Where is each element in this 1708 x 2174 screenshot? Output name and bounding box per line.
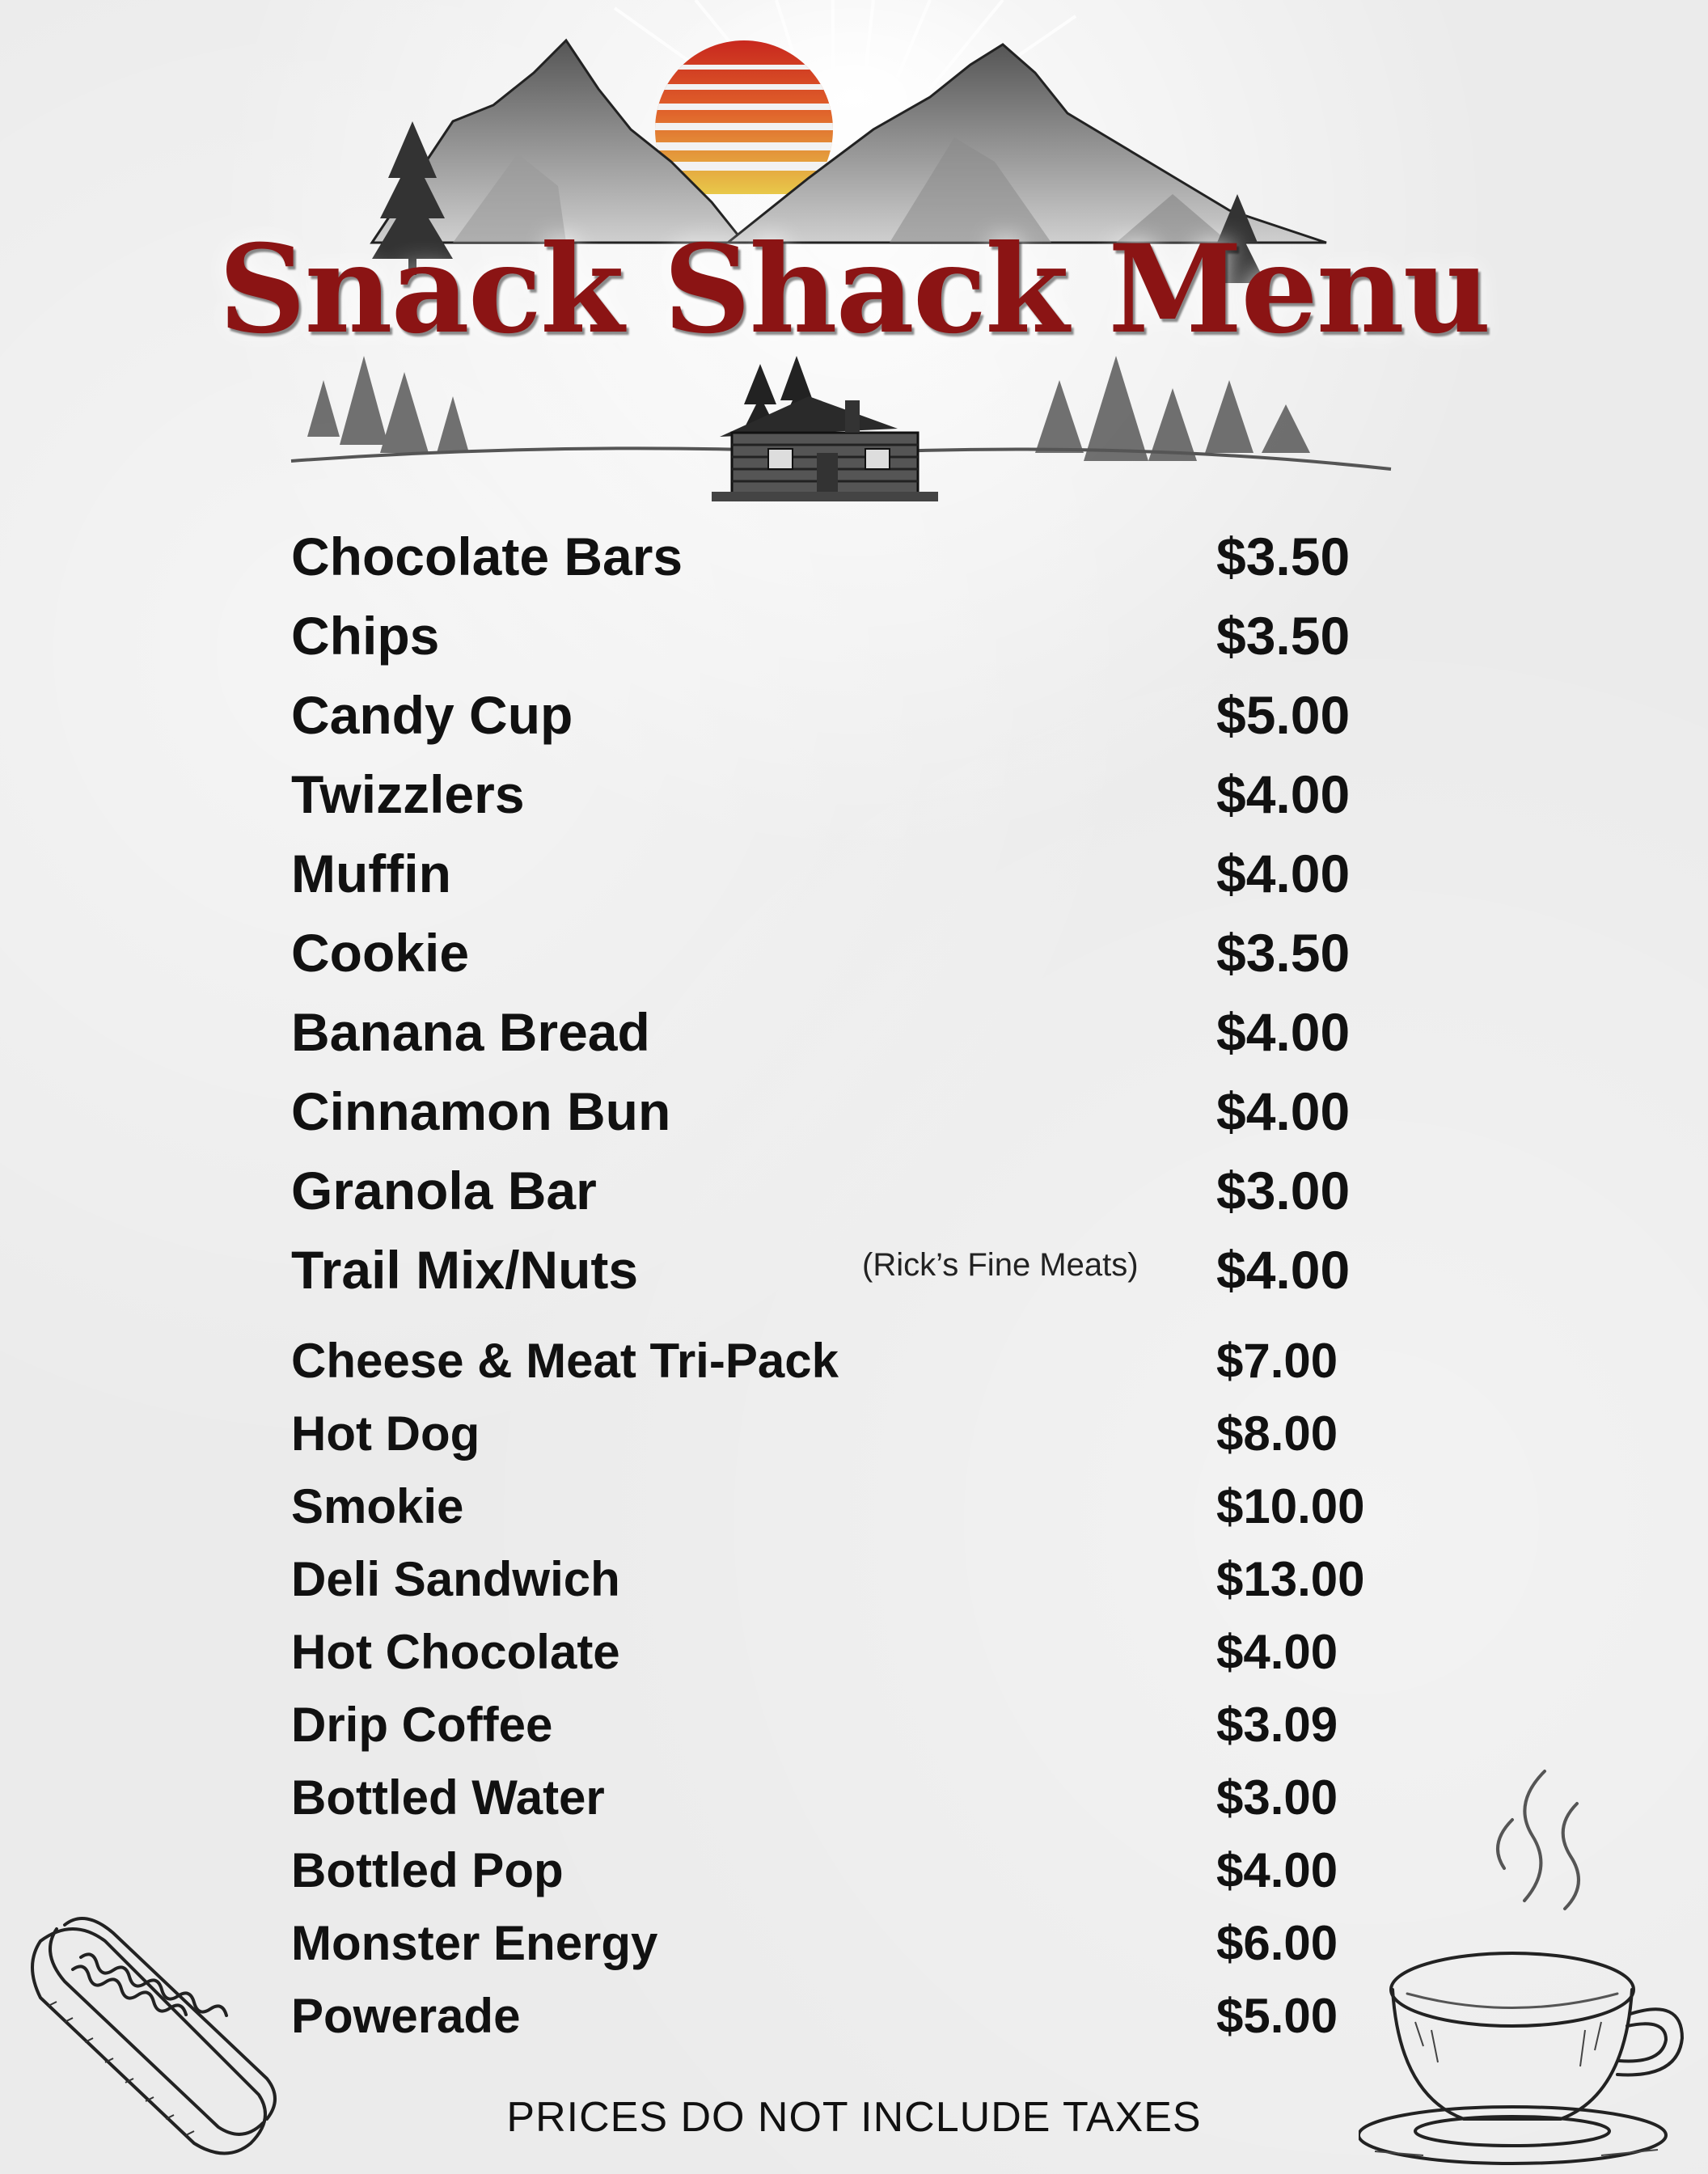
item-price: $4.00 xyxy=(1216,1002,1351,1062)
item-name: Deli Sandwich xyxy=(291,1552,620,1606)
item-price: $3.09 xyxy=(1216,1698,1338,1752)
item-name: Twizzlers xyxy=(291,764,525,824)
item-name: Smokie xyxy=(291,1479,464,1533)
item-price: $3.50 xyxy=(1216,923,1351,983)
tax-disclaimer: PRICES DO NOT INCLUDE TAXES xyxy=(506,2094,1202,2141)
item-name: Hot Chocolate xyxy=(291,1625,620,1679)
item-name: Muffin xyxy=(291,844,451,903)
item-price: $3.50 xyxy=(1216,527,1351,586)
item-price: $3.50 xyxy=(1216,606,1351,666)
item-price: $4.00 xyxy=(1216,1081,1351,1141)
item-price: $4.00 xyxy=(1216,1625,1338,1679)
item-name: Trail Mix/Nuts xyxy=(291,1240,639,1300)
item-price: $7.00 xyxy=(1216,1334,1338,1388)
item-price: $4.00 xyxy=(1216,844,1351,903)
item-name: Granola Bar xyxy=(291,1161,597,1220)
item-price: $4.00 xyxy=(1216,1240,1351,1300)
item-name: Powerade xyxy=(291,1989,521,2043)
item-name: Banana Bread xyxy=(291,1002,650,1062)
item-name: Monster Energy xyxy=(291,1916,658,1970)
item-price: $3.00 xyxy=(1216,1770,1338,1825)
item-name: Cheese & Meat Tri-Pack xyxy=(291,1334,839,1388)
item-name: Chocolate Bars xyxy=(291,527,683,586)
item-price: $6.00 xyxy=(1216,1916,1338,1970)
item-price: $13.00 xyxy=(1216,1552,1365,1606)
item-name: Bottled Water xyxy=(291,1770,605,1825)
item-price: $5.00 xyxy=(1216,1989,1338,2043)
item-name: Candy Cup xyxy=(291,685,573,745)
item-price: $5.00 xyxy=(1216,685,1351,745)
item-name: Bottled Pop xyxy=(291,1843,564,1897)
item-name: Drip Coffee xyxy=(291,1698,553,1752)
item-price: $3.00 xyxy=(1216,1161,1351,1220)
item-name: Cinnamon Bun xyxy=(291,1081,671,1141)
supplier-note: (Rick’s Fine Meats) xyxy=(862,1247,1139,1283)
item-price: $4.00 xyxy=(1216,764,1351,824)
item-name: Cookie xyxy=(291,923,470,983)
item-name: Hot Dog xyxy=(291,1406,480,1461)
item-price: $4.00 xyxy=(1216,1843,1338,1897)
menu-title: Snack Shack Menu xyxy=(218,218,1490,361)
item-price: $8.00 xyxy=(1216,1406,1338,1461)
item-price: $10.00 xyxy=(1216,1479,1365,1533)
item-name: Chips xyxy=(291,606,440,666)
